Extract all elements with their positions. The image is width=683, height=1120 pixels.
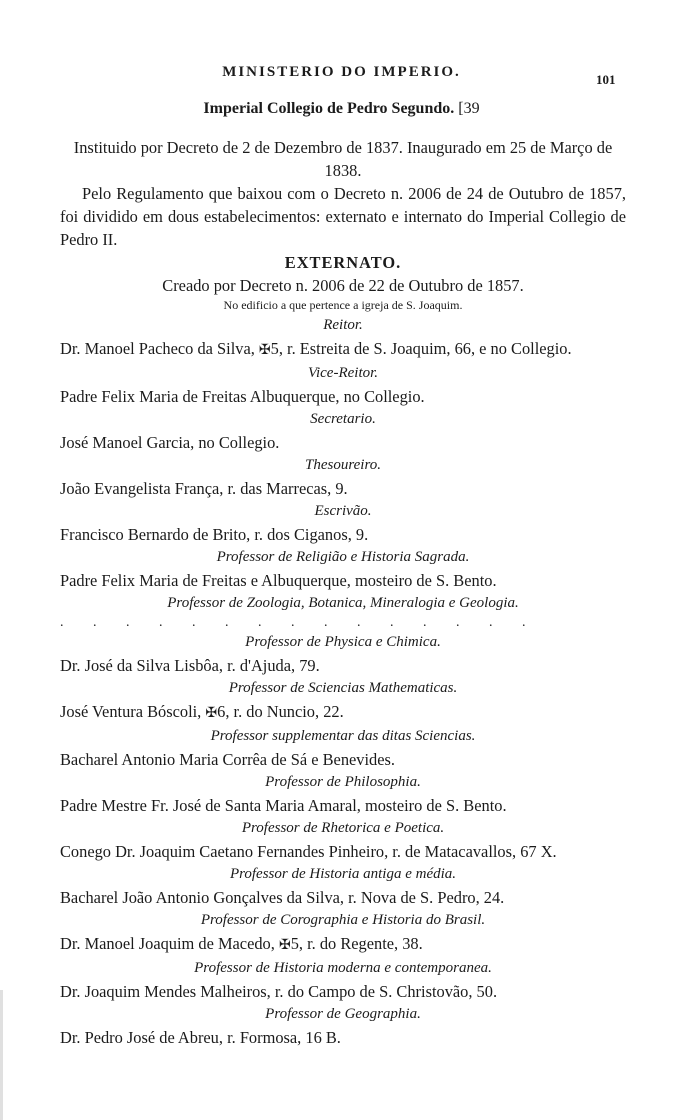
running-header: MINISTERIO DO IMPERIO.	[222, 64, 461, 80]
staff-entry	[60, 932, 626, 957]
page-number: 101	[596, 72, 616, 87]
institution-title	[0, 100, 683, 118]
role-heading: Escrivão.	[314, 503, 372, 519]
staff-entry: Dr. Joaquim Mendes Malheiros, r. do Campo de S. Christovão, 50.	[60, 982, 498, 1001]
building-note: No edificio a que pertence a igreja de S. Joaquim.	[223, 298, 463, 312]
order-cross-icon: ✠	[278, 938, 291, 953]
order-cross-icon: ✠	[258, 343, 271, 358]
entry-name: José Ventura Bóscoli,	[60, 702, 206, 721]
staff-entry: José Manoel Garcia, no Collegio.	[60, 433, 280, 452]
staff-entry: Padre Mestre Fr. José de Santa Maria Amaral, mosteiro de S. Bento.	[60, 796, 507, 815]
role-heading: Professor de Sciencias Mathematicas.	[228, 680, 458, 696]
entry-details: 5, r. Estreita de S. Joaquim, 66, e no Collegio.	[270, 339, 572, 358]
role-heading: Professor de Zoologia, Botanica, Mineralogia e Geologia.	[167, 595, 519, 611]
staff-entry: Francisco Bernardo de Brito, r. dos Ciganos, 9.	[60, 525, 369, 544]
regulation-paragraph: Pelo Regulamento que baixou com o Decreto n. 2006 de 24 de Outubro de 1857, foi dividido em dous estabelecimentos: externato e internato do Imperial Collegio de Pedro II.	[60, 184, 626, 249]
staff-entry: Bacharel João Antonio Gonçalves da Silva, r. Nova de S. Pedro, 24.	[60, 888, 505, 907]
scan-edge-artifact	[0, 990, 3, 1120]
institution-name: Imperial Collegio de Pedro Segundo.	[203, 100, 455, 117]
role-heading: Professor supplementar das ditas Sciencias.	[210, 728, 476, 744]
role-heading: Professor de Religião e Historia Sagrada.	[216, 549, 470, 565]
role-heading: Vice-Reitor.	[307, 365, 379, 381]
creation-line: Creado por Decreto n. 2006 de 22 de Outubro de 1857.	[162, 276, 524, 295]
role-heading: Professor de Philosophia.	[265, 774, 421, 790]
staff-entry: Padre Felix Maria de Freitas e Albuquerque, mosteiro de S. Bento.	[60, 571, 497, 590]
staff-entry: Dr. José da Silva Lisbôa, r. d'Ajuda, 79.	[60, 656, 320, 675]
role-heading: Secretario.	[310, 411, 376, 427]
document-body	[60, 136, 626, 1049]
role-heading: Professor de Corographia e Historia do Brasil.	[200, 912, 486, 928]
staff-entry: João Evangelista França, r. das Marrecas, 9.	[60, 479, 348, 498]
role-heading: Professor de Historia antiga e média.	[229, 866, 457, 882]
institution-ref: [39	[458, 100, 480, 117]
founding-paragraph: Instituido por Decreto de 2 de Dezembro de 1837. Inaugurado em 25 de Março de 1838.	[73, 138, 613, 180]
staff-entry: Dr. Pedro José de Abreu, r. Formosa, 16 B.	[60, 1028, 341, 1047]
vacant-entry-dots: . . . . . . . . . . . . . . .	[60, 615, 539, 630]
staff-entry: Bacharel Antonio Maria Corrêa de Sá e Benevides.	[60, 750, 395, 769]
entry-details: 5, r. do Regente, 38.	[290, 934, 423, 953]
role-heading: Professor de Rhetorica e Poetica.	[241, 820, 445, 836]
role-heading: Professor de Physica e Chimica.	[245, 634, 441, 650]
staff-entry	[60, 337, 626, 362]
staff-entry: Padre Felix Maria de Freitas Albuquerque, no Collegio.	[60, 387, 425, 406]
role-heading: Professor de Historia moderna e contemporanea.	[194, 960, 492, 976]
entry-name: Dr. Manoel Pacheco da Silva,	[60, 339, 259, 358]
order-cross-icon: ✠	[205, 706, 218, 721]
role-heading: Professor de Geographia.	[265, 1006, 421, 1022]
entry-name: Dr. Manoel Joaquim de Macedo,	[60, 934, 279, 953]
role-heading: Reitor.	[323, 317, 363, 333]
entry-details: 6, r. do Nuncio, 22.	[217, 702, 344, 721]
section-heading: EXTERNATO.	[284, 253, 402, 272]
role-heading: Thesoureiro.	[305, 457, 381, 473]
staff-entry: Conego Dr. Joaquim Caetano Fernandes Pinheiro, r. de Matacavallos, 67 X.	[60, 842, 557, 861]
staff-entry	[60, 700, 626, 725]
